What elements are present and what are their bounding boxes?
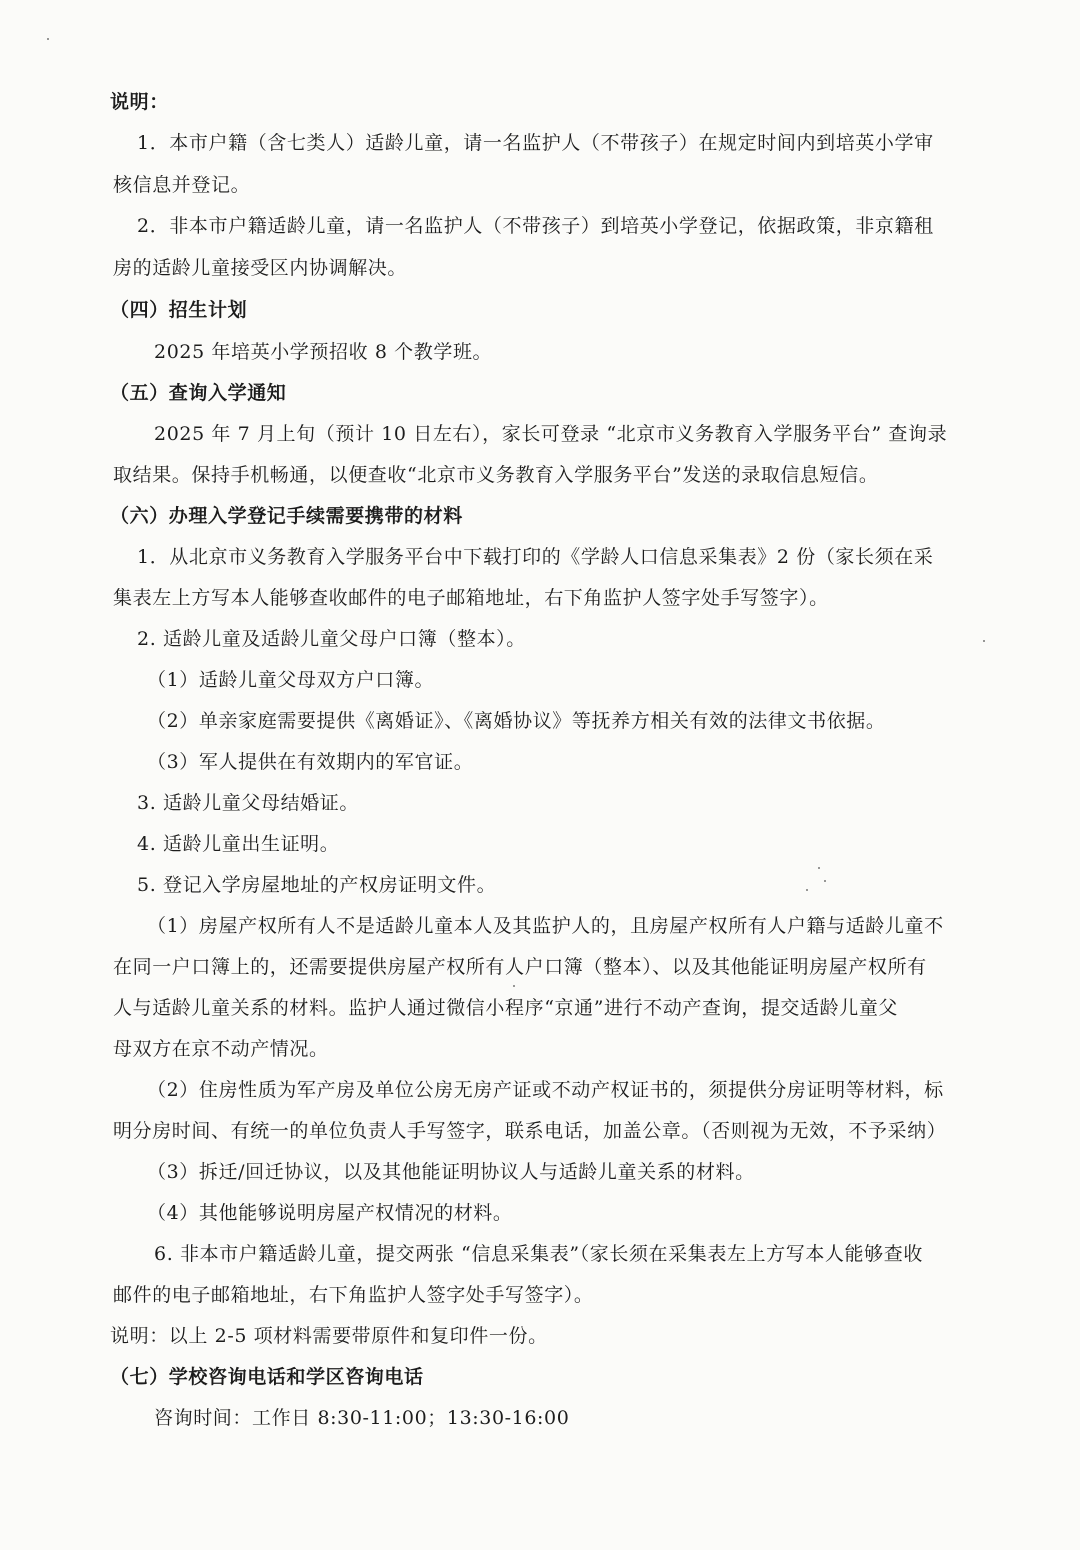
material-6-line-1: 6. 非本市户籍适龄儿童，提交两张 “信息采集表”（家长须在采集表左上方写本人能够查收 (154, 1243, 923, 1265)
material-1-line-1: 1．从北京市义务教育入学服务平台中下载打印的《学龄人口信息采集表》2 份（家长须在采 (137, 546, 934, 568)
note-item-2-line-2: 房的适龄儿童接受区内协调解决。 (113, 257, 408, 279)
material-5-sub-2-line-2: 明分房时间、有统一的单位负责人手写签字，联系电话，加盖公章。（否则视为无效，不予采纳） (113, 1120, 947, 1142)
scan-speck (818, 867, 820, 869)
material-2-sub-2: （2）单亲家庭需要提供《离婚证》、《离婚协议》等抚养方相关有效的法律文书依据。 (147, 710, 886, 732)
scan-speck (983, 640, 985, 642)
material-5-sub-4: （4）其他能够说明房屋产权情况的材料。 (147, 1202, 513, 1224)
material-5-sub-1-line-1: （1）房屋产权所有人不是适龄儿童本人及其监护人的，且房屋产权所有人户籍与适龄儿童不 (147, 915, 944, 937)
material-5-sub-2-line-1: （2）住房性质为军产房及单位公房无房产证或不动产权证书的，须提供分房证明等材料，标 (147, 1079, 944, 1101)
material-5-sub-1-line-4: 母双方在京不动产情况。 (113, 1038, 329, 1060)
consultation-hours: 咨询时间：工作日 8:30-11:00；13:30-16:00 (154, 1407, 570, 1429)
admission-notice-line-2: 取结果。保持手机畅通，以便查收“北京市义务教育入学服务平台”发送的录取信息短信。 (113, 464, 879, 486)
material-2: 2. 适龄儿童及适龄儿童父母户口簿（整本）。 (137, 628, 526, 650)
section-heading-5: （五）查询入学通知 (110, 382, 287, 404)
material-5-sub-1-line-3: 人与适龄儿童关系的材料。监护人通过微信小程序“京通”进行不动产查询，提交适龄儿童父 (113, 997, 899, 1019)
scan-speck (806, 889, 808, 891)
material-2-sub-1: （1）适龄儿童父母双方户口簿。 (147, 669, 435, 691)
material-3: 3. 适龄儿童父母结婚证。 (137, 792, 359, 814)
note-item-1-line-2: 核信息并登记。 (113, 174, 251, 196)
enrollment-plan-text: 2025 年培英小学预招收 8 个教学班。 (154, 341, 493, 363)
material-5-sub-1-line-2: 在同一户口簿上的，还需要提供房屋产权所有人户口簿（整本）、以及其他能证明房屋产权所有 (113, 956, 927, 978)
scan-speck (47, 38, 49, 40)
material-1-line-2: 集表左上方写本人能够查收邮件的电子邮箱地址，右下角监护人签字处手写签字）。 (113, 587, 829, 609)
scan-speck (513, 985, 515, 987)
scan-speck (824, 880, 826, 882)
material-2-sub-3: （3）军人提供在有效期内的军官证。 (147, 751, 474, 773)
note-heading: 说明： (110, 91, 169, 113)
admission-notice-line-1: 2025 年 7 月上旬（预计 10 日左右），家长可登录 “北京市义务教育入学服务平台” 查询录 (154, 423, 948, 445)
section-heading-6: （六）办理入学登记手续需要携带的材料 (110, 505, 463, 527)
material-6-line-2: 邮件的电子邮箱地址，右下角监护人签字处手写签字）。 (113, 1284, 594, 1306)
material-5: 5. 登记入学房屋地址的产权房证明文件。 (137, 874, 497, 896)
material-4: 4. 适龄儿童出生证明。 (137, 833, 340, 855)
material-5-sub-3: （3）拆迁/回迁协议，以及其他能证明协议人与适龄儿童关系的材料。 (147, 1161, 755, 1183)
materials-note: 说明：以上 2-5 项材料需要带原件和复印件一份。 (110, 1325, 548, 1347)
note-item-2-line-1: 2．非本市户籍适龄儿童，请一名监护人（不带孩子）到培英小学登记，依据政策，非京籍租 (137, 215, 934, 237)
section-heading-7: （七）学校咨询电话和学区咨询电话 (110, 1366, 424, 1388)
section-heading-4: （四）招生计划 (110, 299, 248, 321)
note-item-1-line-1: 1．本市户籍（含七类人）适龄儿童，请一名监护人（不带孩子）在规定时间内到培英小学审 (137, 132, 934, 154)
